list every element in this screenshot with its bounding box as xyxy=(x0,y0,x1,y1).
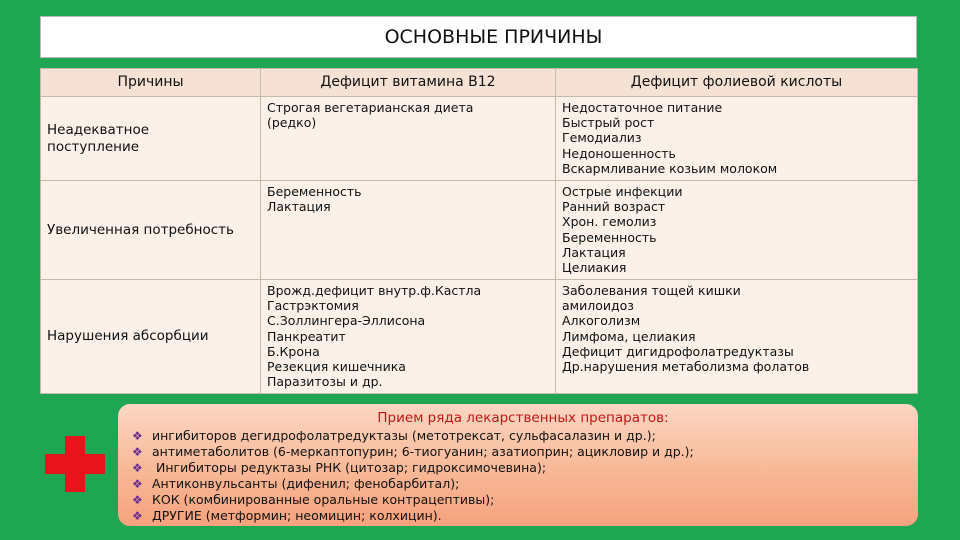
table-row xyxy=(41,280,918,394)
list-item xyxy=(132,428,904,444)
b12-cell xyxy=(261,181,556,280)
folate-cell xyxy=(556,280,918,394)
folate-line: Целиакия xyxy=(562,260,627,276)
folate-line: Беременность xyxy=(562,229,657,245)
folate-line: Др.нарушения метаболизма фолатов xyxy=(562,359,810,375)
table-row xyxy=(41,181,918,280)
diamond-bullet-icon: ❖ xyxy=(132,429,143,443)
folate-line: Гемодиализ xyxy=(562,130,642,146)
red-cross-icon xyxy=(45,436,105,492)
folate-cell xyxy=(556,181,918,280)
drug-item-text: Антиконвульсанты (дифенил; фенобарбитал); xyxy=(152,476,460,491)
folate-line: Недоношенность xyxy=(562,145,676,161)
header-causes: Причины xyxy=(41,69,261,97)
folate-line: Быстрый рост xyxy=(562,115,655,131)
folate-line: Дефицит дигидрофолатредуктазы xyxy=(562,343,794,359)
b12-line: Паразитозы и др. xyxy=(267,374,383,390)
table-row xyxy=(41,97,918,181)
folate-line: Заболевания тощей кишки xyxy=(562,283,741,298)
b12-line: Врожд.дефицит внутр.ф.Кастла xyxy=(267,283,482,298)
list-item xyxy=(132,508,904,524)
cause-cell xyxy=(41,97,261,181)
folate-line: Алкоголизм xyxy=(562,313,641,329)
folate-line: Лактация xyxy=(562,244,626,260)
drug-item-text: антиметаболитов (6-меркаптопурин; 6-тиогуанин; азатиоприн; ацикловир и др.); xyxy=(152,444,694,459)
list-item xyxy=(132,492,904,508)
cause-line: поступление xyxy=(47,138,140,155)
list-item xyxy=(132,460,904,476)
folate-line: Хрон. гемолиз xyxy=(562,214,657,230)
b12-line: Панкреатит xyxy=(267,328,346,344)
folate-line: Острые инфекции xyxy=(562,184,683,199)
b12-line: Б.Крона xyxy=(267,343,320,359)
title-box xyxy=(40,16,917,58)
folate-line: амилоидоз xyxy=(562,298,634,314)
list-item xyxy=(132,444,904,460)
folate-line: Недостаточное питание xyxy=(562,100,723,115)
b12-cell xyxy=(261,97,556,181)
cause-cell xyxy=(41,280,261,394)
folate-line: Лимфома, целиакия xyxy=(562,328,696,344)
cause-line: Увеличенная потребность xyxy=(47,221,234,238)
b12-line: (редко) xyxy=(267,115,317,131)
b12-line: Резекция кишечника xyxy=(267,359,406,375)
drug-item-text: ДРУГИЕ (метформин; неомицин; колхицин). xyxy=(152,508,442,523)
header-b12: Дефицит витамина B12 xyxy=(261,69,556,97)
folate-line: Ранний возраст xyxy=(562,199,666,215)
diamond-bullet-icon: ❖ xyxy=(132,461,143,475)
b12-line: Лактация xyxy=(267,199,331,215)
diamond-bullet-icon: ❖ xyxy=(132,477,143,491)
page-title: ОСНОВНЫЕ ПРИЧИНЫ xyxy=(384,26,603,48)
b12-line: Строгая вегетарианская диета xyxy=(267,100,474,115)
diamond-bullet-icon: ❖ xyxy=(132,493,143,507)
drug-item-text: Ингибиторы редуктазы РНК (цитозар; гидроксимочевина); xyxy=(152,460,547,475)
folate-cell xyxy=(556,97,918,181)
diamond-bullet-icon: ❖ xyxy=(132,445,143,459)
list-item xyxy=(132,476,904,492)
b12-cell xyxy=(261,280,556,394)
b12-line: С.Золлингера-Эллисона xyxy=(267,313,426,329)
diamond-bullet-icon: ❖ xyxy=(132,509,143,523)
causes-table xyxy=(40,68,918,394)
cause-cell xyxy=(41,181,261,280)
drug-item-text: ингибиторов дегидрофолатредуктазы (метотрексат, сульфасалазин и др.); xyxy=(152,428,656,443)
b12-line: Гастрэктомия xyxy=(267,298,359,314)
drug-item-text: КОК (комбинированные оральные контрацептивы); xyxy=(152,492,495,507)
folate-line: Вскармливание козьим молоком xyxy=(562,160,778,176)
header-folate: Дефицит фолиевой кислоты xyxy=(556,69,918,97)
table-header-row xyxy=(41,69,918,97)
cause-line: Нарушения абсорбции xyxy=(47,328,209,344)
drugs-title: Прием ряда лекарственных препаратов: xyxy=(377,410,669,426)
cause-line: Неадекватное xyxy=(47,121,150,138)
b12-line: Беременность xyxy=(267,184,362,199)
drugs-box xyxy=(118,404,918,526)
